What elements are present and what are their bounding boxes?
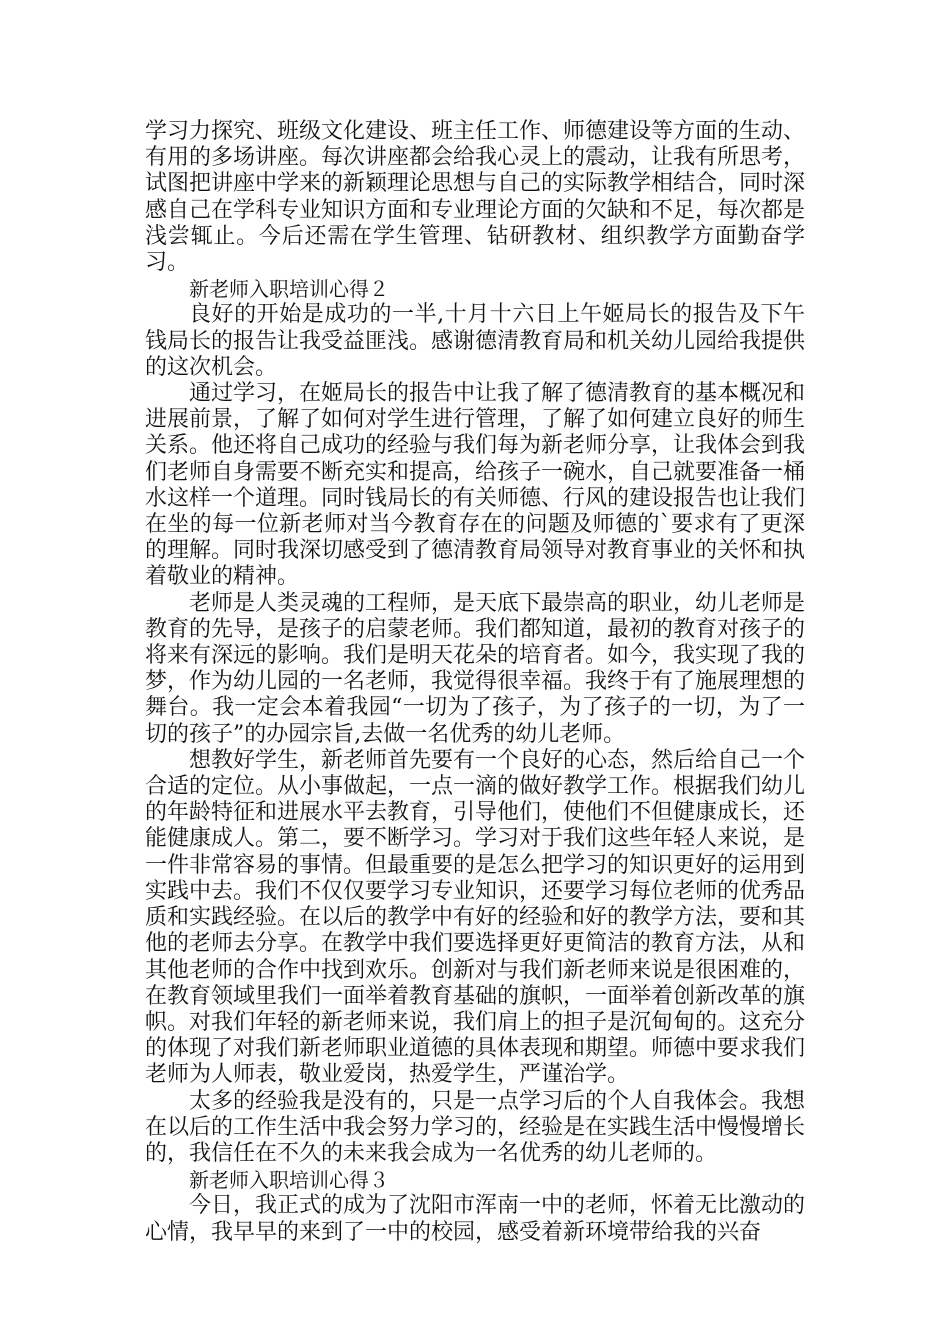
paragraph: 通过学习，在姬局长的报告中让我了解了德清教育的基本概况和进展前景，了解了如何对学生进行管理，了解了如何建立良好的师生关系。他还将自己成功的经验与我们每为新老师分享，让我体会到我们老师自身需要不断充实和提高，给孩子一碗水，自己就要准备一桶水这样一个道理。同时钱局长的有关师德、行风的建设报告也让我们在坐的每一位新老师对当今教育存在的问题及师德的`要求有了更深的理解。同时我深切感受到了德清教育局领导对教育事业的关怀和执着敬业的精神。 [145,381,806,590]
document-page [145,119,805,1246]
paragraph: 老师是人类灵魂的工程师，是天底下最崇高的职业，幼儿老师是教育的先导，是孩子的启蒙老师。我们都知道，最初的教育对孩子的将来有深远的影响。我们是明天花朵的培育者。如今，我实现了我的梦，作为幼儿园的一名老师，我觉得很幸福。我终于有了施展理想的舞台。我一定会本着我园“一切为了孩子，为了孩子的一切，为了一切的孩子”的办园宗旨,去做一名优秀的幼儿老师。 [145,590,806,747]
section-heading-2: 新老师入职培训心得２ [189,277,389,302]
section-heading-3: 新老师入职培训心得３ [189,1168,389,1193]
paragraph-continued: 学习力探究、班级文化建设、班主任工作、师德建设等方面的生动、有用的多场讲座。每次讲座都会给我心灵上的震动，让我有所思考，试图把讲座中学来的新颖理论思想与自己的实际教学相结合，同时深感自己在学科专业知识方面和专业理论方面的欠缺和不足，每次都是浅尝辄止。今后还需在学生管理、钻研教材、组织教学方面勤奋学习。 [145,119,806,276]
paragraph: 良好的开始是成功的一半,十月十六日上午姬局长的报告及下午钱局长的报告让我受益匪浅。感谢德清教育局和机关幼儿园给我提供的这次机会。 [145,302,806,380]
paragraph: 太多的经验我是没有的，只是一点学习后的个人自我体会。我想在以后的工作生活中我会努力学习的，经验是在实践生活中慢慢增长的，我信任在不久的未来我会成为一名优秀的幼儿老师的。 [145,1088,806,1166]
paragraph: 今日，我正式的成为了沈阳市浑南一中的老师，怀着无比激动的心情，我早早的来到了一中的校园，感受着新环境带给我的兴奋 [145,1193,806,1245]
paragraph: 想教好学生，新老师首先要有一个良好的心态，然后给自己一个合适的定位。从小事做起，一点一滴的做好教学工作。根据我们幼儿的年龄特征和进展水平去教育，引导他们，使他们不但健康成长，还能健康成人。第二，要不断学习。学习对于我们这些年轻人来说，是一件非常容易的事情。但最重要的是怎么把学习的知识更好的运用到实践中去。我们不仅仅要学习专业知识，还要学习每位老师的优秀品质和实践经验。在以后的教学中有好的经验和好的教学方法，要和其他的老师去分享。在教学中我们要选择更好更简洁的教育方法，从和其他老师的合作中找到欢乐。创新对与我们新老师来说是很困难的，在教育领域里我们一面举着教育基础的旗帜，一面举着创新改革的旗帜。对我们年轻的新老师来说，我们肩上的担子是沉甸甸的。这充分的体现了对我们新老师职业道德的具体表现和期望。师德中要求我们老师为人师表，敬业爱岗，热爱学生，严谨治学。 [145,747,806,1088]
